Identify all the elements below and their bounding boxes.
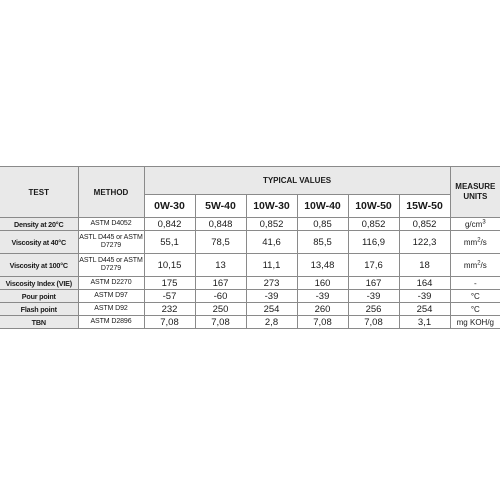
value-cell: 2,8 [246, 316, 297, 329]
header-grade: 10W-30 [246, 195, 297, 218]
value-cell: 55,1 [144, 231, 195, 254]
value-cell: 167 [195, 277, 246, 290]
row-test-label: TBN [0, 316, 78, 329]
unit-base: mm [463, 237, 478, 247]
value-cell: -57 [144, 290, 195, 303]
header-row-top [0, 167, 500, 195]
value-cell: 41,6 [246, 231, 297, 254]
unit-cell [450, 218, 500, 231]
value-cell: 18 [399, 254, 450, 277]
value-cell: 13 [195, 254, 246, 277]
value-cell: 7,08 [297, 316, 348, 329]
table-row [0, 218, 500, 231]
value-cell: 250 [195, 303, 246, 316]
table-row [0, 254, 500, 277]
value-cell: 232 [144, 303, 195, 316]
unit-tail: /s [480, 260, 487, 270]
unit-exponent: 2 [477, 259, 481, 266]
header-grade: 5W-40 [195, 195, 246, 218]
value-cell: 0,852 [399, 218, 450, 231]
value-cell: 10,15 [144, 254, 195, 277]
value-cell: 254 [399, 303, 450, 316]
value-cell: 0,848 [195, 218, 246, 231]
value-cell: 17,6 [348, 254, 399, 277]
unit-base: mm [463, 260, 478, 270]
value-cell: 254 [246, 303, 297, 316]
value-cell: 0,842 [144, 218, 195, 231]
table-row [0, 290, 500, 303]
value-cell: 7,08 [348, 316, 399, 329]
header-grade: 15W-50 [399, 195, 450, 218]
value-cell: 160 [297, 277, 348, 290]
header-measure-units-line1: MEASURE [455, 182, 496, 191]
value-cell: 116,9 [348, 231, 399, 254]
value-cell: 85,5 [297, 231, 348, 254]
value-cell: 122,3 [399, 231, 450, 254]
row-test-label: Density at 20°C [0, 218, 78, 231]
unit-cell [450, 254, 500, 277]
value-cell: 175 [144, 277, 195, 290]
unit-exponent: 2 [477, 236, 481, 243]
row-method: ASTL D445 or ASTM D7279 [78, 254, 144, 277]
table-row [0, 231, 500, 254]
value-cell: -39 [246, 290, 297, 303]
value-cell: 3,1 [399, 316, 450, 329]
value-cell: 7,08 [144, 316, 195, 329]
unit-cell: °C [450, 290, 500, 303]
table-row [0, 303, 500, 316]
header-measure-units [450, 167, 500, 218]
value-cell: 164 [399, 277, 450, 290]
value-cell: 260 [297, 303, 348, 316]
unit-tail: /s [480, 237, 487, 247]
value-cell: 167 [348, 277, 399, 290]
row-test-label: Viscosity Index (VIE) [0, 277, 78, 290]
value-cell: -60 [195, 290, 246, 303]
specification-sheet [0, 166, 500, 329]
value-cell: 0,852 [246, 218, 297, 231]
row-test-label: Viscosity at 40°C [0, 231, 78, 254]
value-cell: 13,48 [297, 254, 348, 277]
unit-base: g/cm [464, 219, 483, 229]
value-cell: -39 [399, 290, 450, 303]
header-grade: 0W-30 [144, 195, 195, 218]
header-measure-units-line2: UNITS [463, 192, 488, 201]
table-row [0, 277, 500, 290]
header-test: TEST [0, 167, 78, 218]
unit-exponent: 3 [482, 218, 486, 225]
typical-values-table [0, 166, 500, 329]
row-method: ASTM D2896 [78, 316, 144, 329]
table-row [0, 316, 500, 329]
value-cell: 7,08 [195, 316, 246, 329]
row-method: ASTM D97 [78, 290, 144, 303]
header-typical-values: TYPICAL VALUES [144, 167, 450, 195]
unit-cell: °C [450, 303, 500, 316]
row-method: ASTM D2270 [78, 277, 144, 290]
unit-cell: - [450, 277, 500, 290]
value-cell: 11,1 [246, 254, 297, 277]
row-method: ASTL D445 or ASTM D7279 [78, 231, 144, 254]
value-cell: -39 [297, 290, 348, 303]
row-test-label: Viscosity at 100°C [0, 254, 78, 277]
header-grade: 10W-40 [297, 195, 348, 218]
value-cell: 256 [348, 303, 399, 316]
value-cell: 0,85 [297, 218, 348, 231]
value-cell: 0,852 [348, 218, 399, 231]
unit-cell: mg KOH/g [450, 316, 500, 329]
row-method: ASTM D4052 [78, 218, 144, 231]
row-test-label: Pour point [0, 290, 78, 303]
header-grade: 10W-50 [348, 195, 399, 218]
value-cell: 78,5 [195, 231, 246, 254]
row-test-label: Flash point [0, 303, 78, 316]
value-cell: -39 [348, 290, 399, 303]
value-cell: 273 [246, 277, 297, 290]
unit-cell [450, 231, 500, 254]
row-method: ASTM D92 [78, 303, 144, 316]
header-method: METHOD [78, 167, 144, 218]
